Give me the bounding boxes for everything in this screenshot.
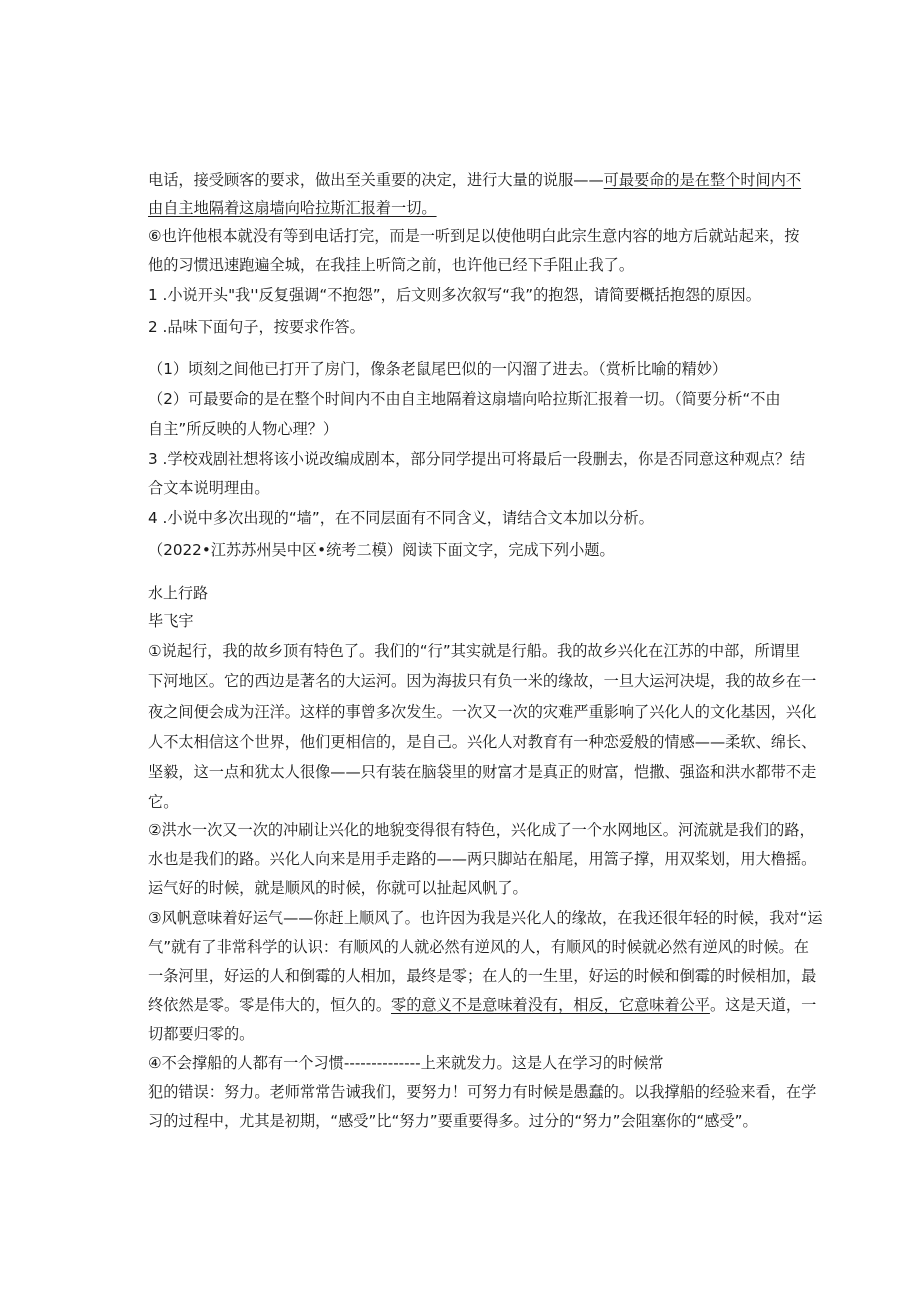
question-2-sub-2: 自主”所反映的人物心理？） <box>148 420 339 438</box>
question-2: 2 .品味下面句子，按要求作答。 <box>148 318 365 336</box>
question-2-sub-2: （2）可最要命的是在整个时间内不由自主地隔着这扇墙向哈拉斯汇报着一切。（简要分析“不由 <box>148 390 781 408</box>
underlined-sentence: 零的意义不是意味着没有，相反，它意味着公平 <box>391 996 710 1014</box>
question-1: 1 .小说开头"我''反复强调“不抱怨”，后文则多次叙写“我”的抱怨，请简要概括抱怨的原因。 <box>148 286 761 304</box>
underlined-sentence: 由自主地隔着这扇墙向哈拉斯汇报着一切。 <box>148 199 437 217</box>
essay-paragraph-1-line: 人不太相信这个世界，他们更相信的，是自己。兴化人对教育有一种恋爱般的情感——柔软、绵长、 <box>148 733 817 751</box>
essay-paragraph-3-line: ③风帆意味着好运气——你赶上顺风了。也许因为我是兴化人的缘故，在我还很年轻的时候，我对“运 <box>148 909 823 927</box>
essay-paragraph-1-line: 它。 <box>148 793 179 811</box>
essay-paragraph-2-line: 运气好的时候，就是顺风的时候，你就可以扯起风帆了。 <box>148 879 528 897</box>
essay-paragraph-3-line: 切都要归零的。 <box>148 1025 255 1043</box>
story-text: 电话，接受顾客的要求，做出至关重要的决定，进行大量的说服—— <box>148 171 604 189</box>
essay-paragraph-4-line: 习的过程中，尤其是初期，“感受”比“努力”要重要得多。过分的“努力”会阻塞你的“感受”。 <box>148 1112 758 1130</box>
story-text-line <box>148 170 828 190</box>
essay-paragraph-4-line: 犯的错误：努力。老师常常告诫我们，要努力！可努力有时候是愚蠢的。以我撑船的经验来看，在学 <box>148 1083 817 1101</box>
source-note: （2022•江苏苏州吴中区•统考二模）阅读下面文字，完成下列小题。 <box>148 541 615 559</box>
question-4: 4 .小说中多次出现的“墙”，在不同层面有不同含义，请结合文本加以分析。 <box>148 509 654 527</box>
essay-paragraph-1-line: 坚毅，这一点和犹太人很像——只有装在脑袋里的财富才是真正的财富，恺撒、强盗和洪水都带不走 <box>148 763 817 781</box>
essay-paragraph-1-line: 下河地区。它的西边是著名的大运河。因为海拔只有负一米的缘故，一旦大运河决堤，我的故乡在一 <box>148 672 817 690</box>
essay-author: 毕飞宇 <box>148 612 194 630</box>
essay-paragraph-4-line: ④不会撑船的人都有一个习惯--------------上来就发力。这是人在学习的时候常 <box>148 1054 664 1072</box>
essay-paragraph-3-line: 一条河里，好运的人和倒霉的人相加，最终是零；在人的一生里，好运的时候和倒霉的时候相加，最 <box>148 967 817 985</box>
essay-paragraph-2-line: 水也是我们的路。兴化人向来是用手走路的——两只脚站在船尾，用篙子撑，用双桨划，用大橹摇。 <box>148 850 817 868</box>
question-3: 3 .学校戏剧社想将该小说改编成剧本，部分同学提出可将最后一段删去，你是否同意这种观点？结 <box>148 450 806 468</box>
essay-paragraph-2-line: ②洪水一次又一次的冲刷让兴化的地貌变得很有特色，兴化成了一个水网地区。河流就是我们的路， <box>148 821 815 839</box>
essay-paragraph-1-line: 夜之间便会成为汪洋。这样的事曾多次发生。一次又一次的灾难严重影响了兴化人的文化基因，兴化 <box>148 703 817 721</box>
essay-paragraph-3-line <box>148 995 828 1015</box>
essay-paragraph-3-line: 气”就有了非常科学的认识：有顺风的人就必然有逆风的人，有顺风的时候就必然有逆风的时候。在 <box>148 938 809 956</box>
paragraph-6-line: 他的习惯迅速跑遍全城，在我挂上听筒之前，也许他已经下手阻止我了。 <box>148 256 634 274</box>
paragraph-6-line: ⑥也许他根本就没有等到电话打完，而是一听到足以使他明白此宗生意内容的地方后就站起来，按 <box>148 227 800 245</box>
essay-text: 终依然是零。零是伟大的，恒久的。 <box>148 996 391 1014</box>
essay-paragraph-1-line: ①说起行，我的故乡顶有特色了。我们的“行”其实就是行船。我的故乡兴化在江苏的中部，所谓里 <box>148 642 801 660</box>
question-3: 合文本说明理由。 <box>148 479 270 497</box>
story-text-line <box>148 198 828 218</box>
question-2-sub-1: （1）顷刻之间他已打开了房门，像条老鼠尾巴似的一闪溜了进去。（赏析比喻的精妙） <box>148 360 728 378</box>
underlined-sentence: 可最要命的是在整个时间内不 <box>603 171 802 189</box>
essay-text: 。这是天道，一 <box>709 996 817 1014</box>
essay-title: 水上行路 <box>148 584 209 602</box>
